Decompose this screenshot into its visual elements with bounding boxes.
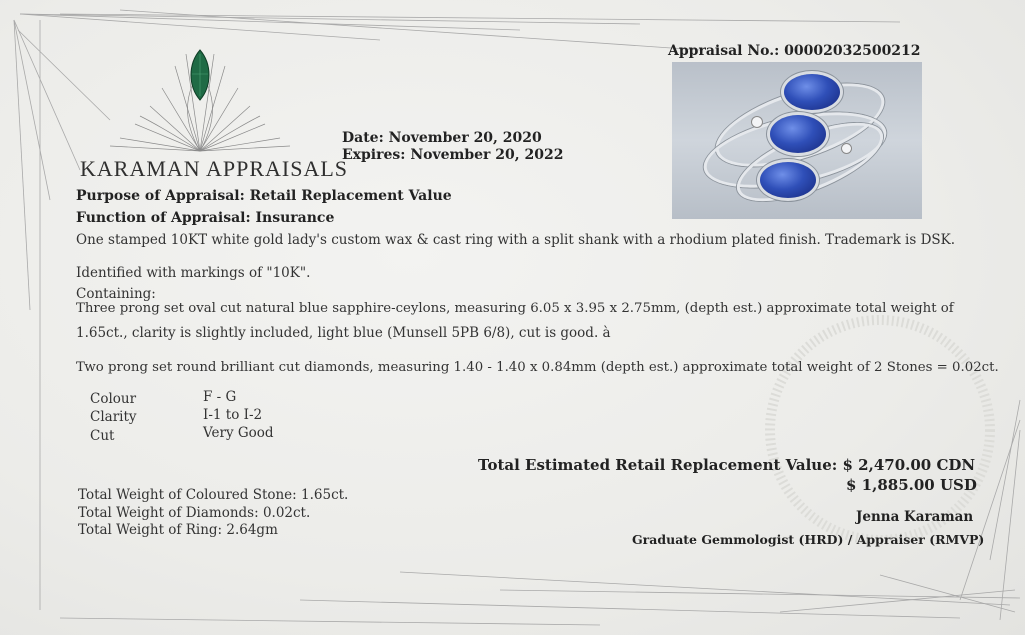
- appraisal-purpose: Purpose of Appraisal: Retail Replacement Value: [76, 188, 452, 204]
- emerald-marquise-logo-icon: [100, 46, 300, 161]
- diamond-line-1: Two prong set round brilliant cut diamonds, measuring 1.40 - 1.40 x 0.84mm (depth est.) approximate total weight of 2 Stones = 0.02ct.: [76, 360, 999, 375]
- appraisal-number: Appraisal No.: 00002032500212: [668, 43, 921, 59]
- spec-label-colour: Colour: [90, 391, 137, 407]
- appraiser-name: Jenna Karaman: [856, 509, 974, 525]
- total-diamonds: Total Weight of Diamonds: 0.02ct.: [78, 505, 311, 521]
- ring-photo: [672, 62, 922, 219]
- appraiser-title: Graduate Gemmologist (HRD) / Appraiser (RMVP): [632, 532, 985, 547]
- spec-label-cut: Cut: [90, 428, 115, 444]
- expiry-date: Expires: November 20, 2022: [342, 147, 564, 163]
- total-coloured-stone: Total Weight of Coloured Stone: 1.65ct.: [78, 487, 349, 503]
- spec-value-clarity: I-1 to I-2: [203, 407, 263, 423]
- sapphire-line-2: 1.65ct., clarity is slightly included, light blue (Munsell 5PB 6/8), cut is good. à: [76, 325, 611, 341]
- company-name: KARAMAN APPRAISALS: [80, 156, 349, 181]
- spec-value-colour: F - G: [203, 389, 237, 405]
- description-line-2: Identified with markings of "10K".: [76, 265, 311, 281]
- description-line-3: Containing:: [76, 286, 156, 302]
- description-line-1: One stamped 10KT white gold lady's custom wax & cast ring with a split shank with a rhodium plated finish. Trademark is DSK.: [76, 232, 956, 248]
- sapphire-line-1: Three prong set oval cut natural blue sapphire-ceylons, measuring 6.05 x 3.95 x 2.75mm, (depth est.) approximate total weight of: [76, 301, 954, 316]
- replacement-value-usd: $ 1,885.00 USD: [846, 476, 977, 494]
- appraisal-date: Date: November 20, 2020: [342, 130, 542, 146]
- appraisal-function: Function of Appraisal: Insurance: [76, 210, 335, 226]
- spec-value-cut: Very Good: [203, 425, 274, 441]
- spec-label-clarity: Clarity: [90, 409, 137, 425]
- replacement-value: Total Estimated Retail Replacement Value: $ 2,470.00 CDN: [478, 456, 976, 474]
- total-ring-weight: Total Weight of Ring: 2.64gm: [78, 522, 278, 538]
